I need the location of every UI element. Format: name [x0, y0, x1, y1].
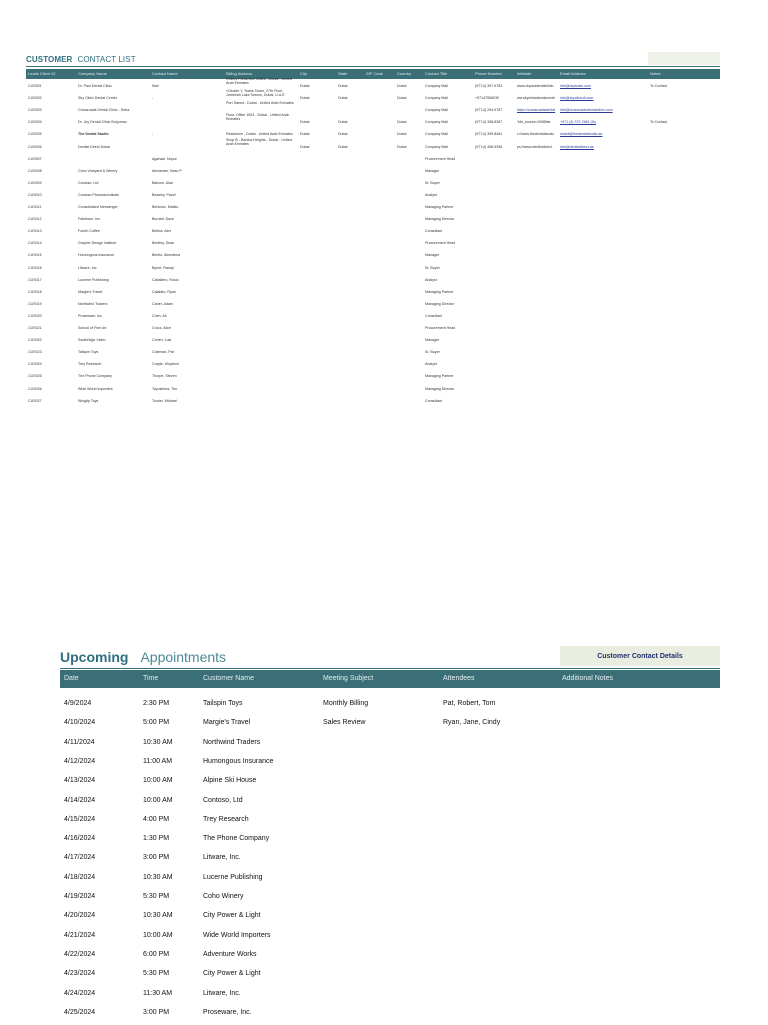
cell-country: Dubai	[397, 132, 407, 137]
table-row[interactable]	[26, 130, 720, 142]
table-row[interactable]	[26, 336, 720, 348]
column-header-time: Time	[143, 675, 159, 682]
cell-client-id: CUS011	[28, 205, 42, 209]
cell-contact-title: Manager	[425, 253, 440, 258]
cell-customer-name: Northwind Traders	[203, 738, 261, 746]
cell-client-id: CUS009	[28, 180, 42, 185]
cell-contact-title: Managing Partner	[425, 289, 454, 294]
table-row[interactable]	[60, 909, 720, 928]
cell-client-id: CUS013	[28, 229, 42, 234]
table-row[interactable]	[26, 360, 720, 372]
cell-client-id: CUS027	[28, 398, 42, 403]
cell-client-id: CUS016	[28, 265, 42, 270]
cell-contact-name: Caballero, Rosio	[152, 277, 179, 282]
cell-website: r://www.thedentalstudio	[517, 132, 555, 137]
cell-state: Dubai	[338, 120, 348, 125]
cell-contact-name: Alexander, Sean P	[152, 168, 182, 173]
column-header-zip-code: ZIP Code	[366, 71, 383, 76]
contact-list-title	[26, 55, 136, 64]
cell-country: Dubai	[397, 120, 407, 125]
cell-billing-address: Shop B - Barsha Heights - Dubai - United Arab Emirates	[226, 137, 292, 146]
cell-city: Dubai	[300, 96, 310, 101]
contact-list-title-rest: CONTACT LIST	[77, 55, 136, 64]
cell-state: Dubai	[338, 132, 348, 137]
cell-contact-name: Bellew, Alex	[152, 229, 172, 234]
cell-contact-title: Company Mail	[425, 96, 448, 101]
cell-notes: To Contact	[650, 84, 668, 88]
cell-date: 4/15/2024	[64, 815, 96, 823]
cell-company-name: Lucerne Publishing	[78, 277, 109, 282]
cell-contact-title: Manager	[425, 168, 440, 173]
appointments-divider	[60, 668, 720, 669]
cell-contact-title: Managing Director	[425, 301, 455, 306]
cell-contact-name: Carter, Adam	[152, 301, 173, 306]
table-row[interactable]	[60, 736, 720, 755]
cell-contact-name: Agarwal, Nupur	[152, 156, 177, 161]
cell-contact-name: Burnett, Dave	[152, 217, 174, 222]
table-row[interactable]	[60, 967, 720, 986]
cell-client-id: CUS002	[28, 96, 42, 101]
table-row[interactable]	[60, 929, 720, 948]
cell-client-id: CUS025	[28, 374, 42, 379]
cell-company-name: Fourth Coffee	[78, 229, 100, 234]
table-row[interactable]	[26, 288, 720, 300]
cell-time: 10:00 AM	[143, 777, 173, 785]
cell-contact-title: Company Mail	[425, 84, 448, 88]
cell-company-name: Coho Vineyard & Winery	[78, 168, 118, 173]
cell-website: www.drpauldentalclinic.	[517, 84, 555, 88]
cell-time: 4:00 PM	[143, 815, 170, 823]
cell-client-id: CUS019	[28, 301, 42, 306]
cell-customer-name: Proseware, Inc.	[203, 1008, 252, 1016]
cell-company-name: Wide World Importers	[78, 386, 113, 391]
cell-meeting-subject: Sales Review	[323, 719, 366, 727]
cell-time: 6:00 PM	[143, 950, 170, 958]
table-row[interactable]	[26, 348, 720, 360]
cell-company-name: Wingtip Toys	[78, 398, 99, 403]
cell-contact-title: Consultant	[425, 229, 443, 234]
appointments-title-bold: Upcoming	[60, 649, 129, 665]
cell-date: 4/9/2024	[64, 700, 92, 707]
cell-time: 10:30 AM	[143, 738, 173, 746]
cell-company-name: Consolidated Messenger	[78, 205, 118, 209]
cell-company-name: Dr. Paul Dental Clinic	[78, 84, 112, 88]
cell-state: Dubai	[338, 96, 348, 101]
cell-client-id: CUS022	[28, 338, 42, 343]
cell-company-name: Northwind Traders	[78, 301, 108, 306]
cell-contact-name: Berkovic, Matiko	[152, 205, 179, 209]
cell-customer-name: Contoso, Ltd	[203, 796, 243, 804]
table-row[interactable]	[26, 239, 720, 251]
cell-contact-name: Coleman, Pat	[152, 350, 174, 355]
table-row[interactable]	[60, 697, 720, 716]
contact-list-divider	[26, 66, 720, 67]
column-header-meeting-subject: Meeting Subject	[323, 675, 374, 682]
table-row[interactable]	[60, 948, 720, 967]
cell-client-id: CUS008	[28, 168, 42, 173]
cell-contact-title: Company Mail	[425, 144, 448, 149]
column-header-attendees: Attendees	[443, 675, 475, 682]
cell-client-id: CUS006	[28, 144, 42, 149]
cell-contact-title: Analyst	[425, 362, 437, 367]
cell-contact-title: Procurement Head	[425, 156, 456, 161]
cell-company-name: Tailspin Toys	[78, 350, 99, 355]
cell-country: Dubai	[397, 96, 407, 101]
appointments-title-rest: Appointments	[140, 649, 227, 665]
cell-contact-name: Crocz, Alice	[152, 326, 171, 330]
cell-client-id: CUS018	[28, 289, 42, 294]
table-row[interactable]	[60, 890, 720, 909]
cell-contact-name: Chen, Ali	[152, 313, 167, 318]
cell-customer-name: Lucerne Publishing	[203, 873, 263, 881]
cell-company-name: Dr. Joy Dental Clinic Burjuman	[78, 120, 127, 125]
cell-phone-number: (97'14) 399-8481	[475, 132, 503, 137]
cell-client-id: CUS001	[28, 84, 42, 88]
cell-customer-name: Tailspin Toys	[203, 700, 243, 707]
cell-email-address: info@drpauldc.com	[560, 84, 592, 88]
cell-client-id: CUS014	[28, 241, 42, 246]
column-header-notes: Notes	[650, 71, 661, 76]
cell-contact-name: Thorpe, Steven	[152, 374, 177, 379]
cell-client-id: CUS005	[28, 132, 42, 137]
column-header-client-id: Leads Client ID	[28, 71, 56, 76]
table-row[interactable]	[60, 813, 720, 832]
cell-customer-name: Trey Research	[203, 815, 249, 823]
cell-contact-name: Benito, Almudena	[152, 253, 181, 258]
cell-date: 4/11/2024	[64, 738, 95, 746]
cell-date: 4/20/2024	[64, 912, 96, 920]
table-row[interactable]	[26, 77, 720, 94]
table-row[interactable]	[26, 215, 720, 227]
cell-customer-name: Litware, Inc.	[203, 989, 241, 997]
appointments-header-row	[60, 670, 720, 688]
cell-meeting-subject: Monthly Billing	[323, 700, 369, 707]
cell-phone-number: +97147556030	[475, 96, 500, 101]
cell-time: 1:30 PM	[143, 835, 170, 843]
column-header-customer-name: Customer Name	[203, 675, 254, 682]
cell-contact-title: Company Mail	[425, 120, 448, 125]
cell-client-id: CUS012	[28, 217, 42, 222]
cell-company-name: Trey Research	[78, 362, 102, 367]
cell-city: Dubai	[300, 144, 310, 149]
cell-company-name: Graphic Design Institute	[78, 241, 117, 246]
table-row[interactable]	[26, 89, 720, 106]
cell-city: Dubai	[300, 132, 310, 137]
cell-time: 2:30 PM	[143, 700, 170, 707]
cell-time: 3:00 PM	[143, 1008, 170, 1016]
table-row[interactable]	[26, 264, 720, 276]
column-header-date: Date	[64, 675, 79, 682]
column-header-email-address: Email Address	[560, 71, 586, 76]
cell-phone-number: (97'14) 456-9396	[475, 144, 503, 149]
cell-city: Dubai	[300, 84, 310, 88]
table-row[interactable]	[26, 312, 720, 324]
appointments-title	[60, 649, 226, 665]
cell-customer-name: Adventure Works	[203, 950, 257, 958]
cell-time: 10:30 AM	[143, 873, 173, 881]
cell-date: 4/12/2024	[64, 757, 96, 765]
table-row[interactable]	[26, 137, 720, 155]
cell-customer-name: Litware, Inc.	[203, 854, 241, 862]
cell-contact-title: Sr. Buyer	[425, 265, 440, 270]
cell-customer-name: Coho Winery	[203, 893, 244, 900]
contact-list-title-bold: CUSTOMER	[26, 55, 73, 64]
cell-phone-number: (97'14) 397-9783	[475, 84, 503, 88]
cell-contact-title: Sr. Buyer	[425, 180, 440, 185]
table-row[interactable]	[26, 227, 720, 239]
cell-contact-title: Manager	[425, 338, 440, 343]
cell-client-id: CUS015	[28, 253, 42, 258]
table-row[interactable]	[60, 1006, 720, 1025]
cell-contact-name: Beasley, Pavel	[152, 192, 176, 197]
cell-date: 4/13/2024	[64, 777, 96, 785]
cell-contact-title: Analyst	[425, 192, 437, 197]
table-row[interactable]	[26, 113, 720, 130]
cell-contact-name: Mali	[152, 84, 159, 88]
cell-date: 4/10/2024	[64, 719, 96, 727]
cell-phone-number: (97'14) 398-8387	[475, 120, 503, 125]
cell-website: ps://www.dentistdirect.	[517, 144, 553, 149]
table-row[interactable]	[26, 101, 720, 118]
cell-client-id: CUS021	[28, 326, 42, 330]
cell-date: 4/18/2024	[64, 873, 96, 881]
column-header-contact-title: Contact Title	[425, 71, 448, 76]
cell-contact-name: Toyoshima, Tim	[152, 386, 177, 391]
cell-contact-title: Managing Director	[425, 386, 455, 391]
cell-contact-title: Managing Director	[425, 217, 455, 222]
cell-contact-title: Consultant	[425, 398, 443, 403]
column-header-additional-notes: Additional Notes	[562, 675, 613, 682]
table-row[interactable]	[26, 300, 720, 312]
cell-contact-title: Procurement Head	[425, 326, 456, 330]
table-row[interactable]	[26, 276, 720, 288]
table-row[interactable]	[26, 155, 720, 167]
table-row[interactable]	[26, 385, 720, 397]
cell-time: 5:00 PM	[143, 719, 170, 727]
cell-time: 10:00 AM	[143, 796, 173, 804]
cell-client-id: CUS017	[28, 277, 42, 282]
contact-list-header-row	[26, 69, 720, 79]
cell-attendees: Pat, Robert, Tom	[443, 700, 496, 707]
cell-contact-title: Analyst	[425, 277, 437, 282]
cell-company-name: Fabrikam, Inc.	[78, 217, 101, 222]
cell-company-name: Sky Clinic Dental Center	[78, 96, 117, 101]
cell-billing-address: «Cluster Y, Swiss Tower, 27th Floor, Jumeirah Lake Towers, Dubai, U.A.E	[226, 89, 285, 98]
cell-contact-name: Bentley, Sean	[152, 241, 175, 246]
table-row[interactable]	[26, 372, 720, 384]
table-row[interactable]	[26, 167, 720, 179]
cell-date: 4/22/2024	[64, 950, 96, 958]
cell-date: 4/17/2024	[64, 854, 96, 862]
cell-contact-name: Balcom, Alan	[152, 180, 173, 185]
table-row[interactable]	[60, 871, 720, 890]
cell-date: 4/21/2024	[64, 931, 96, 939]
cell-client-id: CUS010	[28, 192, 42, 197]
cell-notes: To Contact	[650, 120, 668, 125]
cell-website: 'fdrt_source=GMBlist	[517, 120, 551, 125]
cell-customer-name: City Power & Light	[203, 912, 261, 920]
contact-list-corner-cell	[648, 52, 720, 65]
cell-billing-address: Residence - Dubai - United Arab Emirates	[226, 132, 293, 137]
cell-contact-title: Sr. Buyer	[425, 350, 440, 355]
cell-contact-name: -	[152, 96, 154, 101]
table-row[interactable]	[60, 716, 720, 735]
cell-website: https://crossroadsdental	[517, 108, 556, 113]
cell-contact-title: Procurement Head	[425, 241, 456, 246]
cell-time: 3:00 PM	[143, 854, 170, 862]
cell-contact-title: Managing Partner	[425, 374, 454, 379]
cell-company-name: Litware, Inc.	[78, 265, 98, 270]
cell-client-id: CUS024	[28, 362, 42, 367]
cell-email-address: info@crossroadsdentalclinic.com	[560, 108, 613, 113]
cell-customer-name: Wide World Importers	[203, 931, 271, 939]
cell-contact-title: Consultant	[425, 313, 443, 318]
table-row[interactable]	[26, 179, 720, 191]
cell-company-name: Crossroads Dental Clinic - Deira	[78, 108, 130, 113]
cell-email-address: info@skyclinicdl.com	[560, 96, 594, 101]
table-row[interactable]	[26, 191, 720, 203]
cell-company-name: Contoso Pharmaceuticals	[78, 192, 119, 197]
cell-contact-name: Tucker, Michael	[152, 398, 178, 403]
cell-contact-name: Cohen, Luis	[152, 338, 172, 343]
column-header-phone-number: Phone Number	[475, 71, 502, 76]
cell-date: 4/23/2024	[64, 970, 96, 978]
cell-client-id: CUS026	[28, 386, 42, 391]
table-row[interactable]	[60, 987, 720, 1006]
table-row[interactable]	[26, 397, 720, 409]
cell-contact-title: Company Mail	[425, 132, 448, 137]
cell-country: Dubai	[397, 144, 407, 149]
cell-state: Dubai	[338, 84, 348, 88]
cell-email-address: +971 (4) 372 7681 (th)	[560, 120, 596, 125]
cell-company-name: Humongous Insurance	[78, 253, 115, 258]
cell-client-id: CUS007	[28, 156, 42, 161]
table-row[interactable]	[60, 794, 720, 813]
cell-customer-name: City Power & Light	[203, 970, 261, 978]
cell-client-id: CUS004	[28, 120, 42, 125]
table-row[interactable]	[60, 832, 720, 851]
cell-time: 5:30 PM	[143, 893, 170, 900]
cell-attendees: Ryan, Jane, Cindy	[443, 719, 501, 727]
table-row[interactable]	[26, 251, 720, 263]
cell-phone-number: (97'14) 294-9787	[475, 108, 503, 113]
cell-billing-address: Floor, Office 1003 - Dubai - United Arab Emirates	[226, 113, 289, 122]
customer-contact-details-button[interactable]: Customer Contact Details	[560, 646, 720, 666]
cell-time: 11:30 AM	[143, 989, 173, 997]
cell-date: 4/25/2024	[64, 1008, 96, 1016]
cell-email-address: info@dentistdirect.ae	[560, 144, 594, 149]
cell-contact-title: Company Mail	[425, 108, 448, 113]
table-row[interactable]	[26, 324, 720, 336]
cell-client-id: CUS003	[28, 108, 42, 113]
cell-date: 4/16/2024	[64, 835, 96, 843]
cell-company-name: Contoso, Ltd	[78, 180, 99, 185]
cell-billing-address: Port Saeed - Dubai - United Arab Emirates	[226, 101, 294, 106]
cell-date: 4/14/2024	[64, 796, 96, 804]
cell-customer-name: Margie's Travel	[203, 719, 251, 727]
cell-city: Dubai	[300, 120, 310, 125]
cell-customer-name: Humongous Insurance	[203, 757, 274, 765]
column-header-state: State	[338, 71, 348, 76]
table-row[interactable]	[26, 203, 720, 215]
cell-client-id: CUS020	[28, 313, 42, 318]
cell-state: Dubai	[338, 144, 348, 149]
cell-customer-name: Alpine Ski House	[203, 777, 257, 785]
column-header-company-name: Company Name	[78, 71, 107, 76]
column-header-city: City	[300, 71, 307, 76]
cell-contact-name: Byrne, Randy	[152, 265, 174, 270]
cell-time: 10:00 AM	[143, 931, 173, 939]
column-header-country: Country	[397, 71, 412, 76]
cell-company-name: Southridge Video	[78, 338, 106, 343]
table-row[interactable]	[60, 774, 720, 793]
cell-time: 5:30 PM	[143, 970, 170, 978]
cell-date: 4/24/2024	[64, 989, 96, 997]
cell-company-name: School of Fine Art	[78, 326, 107, 330]
cell-client-id: CUS023	[28, 350, 42, 355]
cell-country: Dubai	[397, 84, 407, 88]
cell-date: 4/19/2024	[64, 893, 96, 900]
column-header-billing-address: Billing Address	[226, 71, 253, 76]
cell-company-name: Proseware, Inc.	[78, 313, 103, 318]
cell-company-name: Margie's Travel	[78, 289, 103, 294]
table-row[interactable]	[60, 755, 720, 774]
cell-billing-address: Offices Portal Box 90812 - Dubai - United Arab Emirates	[226, 77, 292, 85]
cell-contact-name: -	[152, 132, 154, 137]
cell-contact-title: Managing Partner	[425, 205, 454, 209]
cell-contact-name: Crapts, Wojciech	[152, 362, 180, 367]
cell-company-name: The Phone Company	[78, 374, 112, 379]
cell-contact-name: Calafato, Ryan	[152, 289, 176, 294]
cell-email-address: shaeli@thedentalstudio.ae	[560, 132, 603, 137]
cell-company-name: Dentist Direct Dubai	[78, 144, 110, 149]
column-header-contact-name: Contact Name	[152, 71, 178, 76]
table-row[interactable]	[60, 851, 720, 870]
cell-time: 10:30 AM	[143, 912, 173, 920]
column-header-website: Website	[517, 71, 532, 76]
cell-company-name: The Dental Studio	[78, 132, 109, 137]
cell-time: 11:00 AM	[143, 757, 173, 765]
cell-website: ww.skyclinicdentalcente	[517, 96, 555, 101]
cell-customer-name: The Phone Company	[203, 835, 270, 843]
